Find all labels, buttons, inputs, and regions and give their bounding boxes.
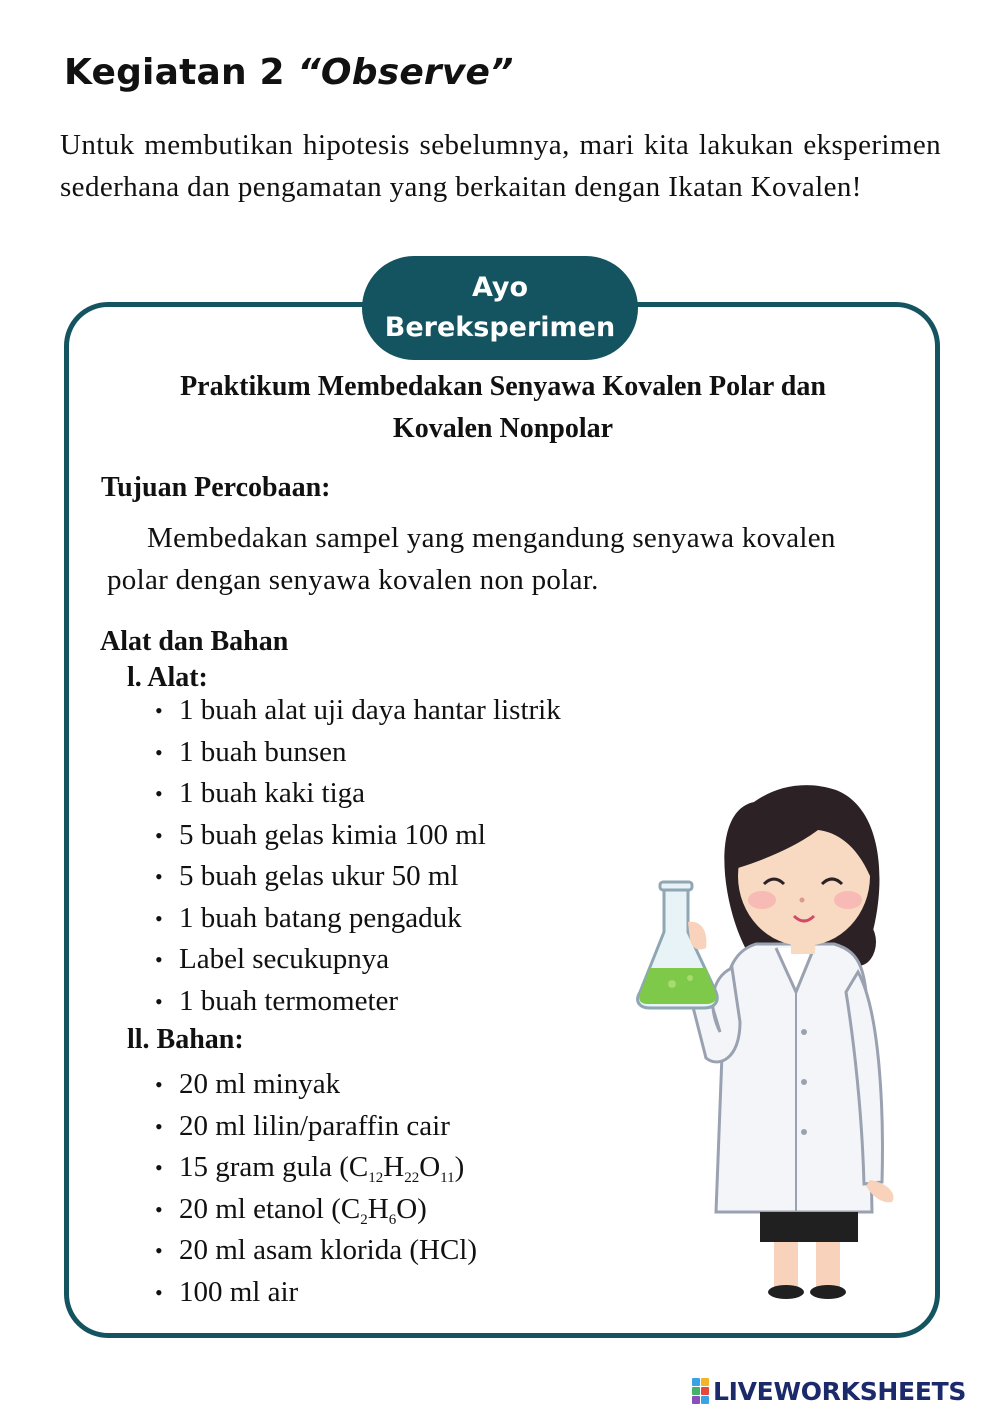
list-item: • 1 buah termometer: [155, 984, 399, 1017]
heading-line-2: Kovalen Nonpolar: [392, 413, 614, 444]
list-item: • 20 ml lilin/paraffin cair: [155, 1109, 450, 1142]
materials-label: Alat dan Bahan: [100, 626, 289, 657]
list-item: • 15 gram gula $(C_{12}H_{22}O_{11})$: [155, 1151, 465, 1186]
flask-icon: [638, 882, 718, 1008]
list-item: • 1 buah batang pengaduk: [155, 901, 462, 934]
list-item: • 5 buah gelas ukur 50 ml: [155, 860, 459, 892]
page-title: [64, 52, 514, 93]
list-item: • 20 ml asam klorida (HCl): [155, 1234, 478, 1266]
intro-paragraph: Untuk membutikan hipotesis sebelumnya, mari kita lakukan eksperimen sederhana dan pengamatan yang berkaitan dengan Ikatan Kovalen!: [60, 129, 941, 203]
tools-list: [155, 690, 561, 1022]
scientist-illustration: [636, 772, 912, 1312]
list-item: • 1 buah kaki tiga: [155, 777, 366, 809]
list-item: • 1 buah alat uji daya hantar listrik: [155, 694, 561, 726]
goal-line-1: Membedakan sampel yang mengandung senyawa kovalen: [147, 522, 836, 554]
scientist-skirt-legs: [760, 1212, 858, 1299]
goal-line-2: polar dengan senyawa kovalen non polar.: [107, 564, 599, 596]
list-item: • 5 buah gelas kimia 100 ml: [155, 818, 486, 851]
badge-line-2: Bereksperimen: [384, 312, 616, 343]
list-item: • 20 ml etanol $(C_2H_6O)$: [155, 1192, 427, 1228]
list-item: • 1 buah bunsen: [155, 735, 347, 768]
badge-line-1: Ayo: [471, 272, 529, 303]
list-item: • 100 ml air: [155, 1275, 299, 1308]
liveworksheets-logo: [692, 1376, 966, 1406]
goal-text: [107, 517, 907, 601]
logo-text: LIVEWORKSHEETS: [713, 1376, 967, 1406]
title-main: Kegiatan 2: [64, 52, 298, 93]
ingredients-label: ll. Bahan:: [127, 1024, 244, 1055]
experiment-badge: [362, 256, 638, 360]
list-item: • Label secukupnya: [155, 943, 390, 975]
list-item: • 20 ml minyak: [155, 1068, 341, 1100]
practicum-heading: [100, 366, 906, 450]
ingredients-list: [155, 1064, 477, 1313]
tools-label: l. Alat:: [127, 662, 208, 693]
logo-mark-icon: [692, 1378, 709, 1404]
heading-line-1: Praktikum Membedakan Senyawa Kovalen Polar dan: [180, 371, 826, 402]
title-quote: “Observe”: [297, 52, 514, 93]
goal-label: Tujuan Percobaan:: [101, 472, 331, 503]
